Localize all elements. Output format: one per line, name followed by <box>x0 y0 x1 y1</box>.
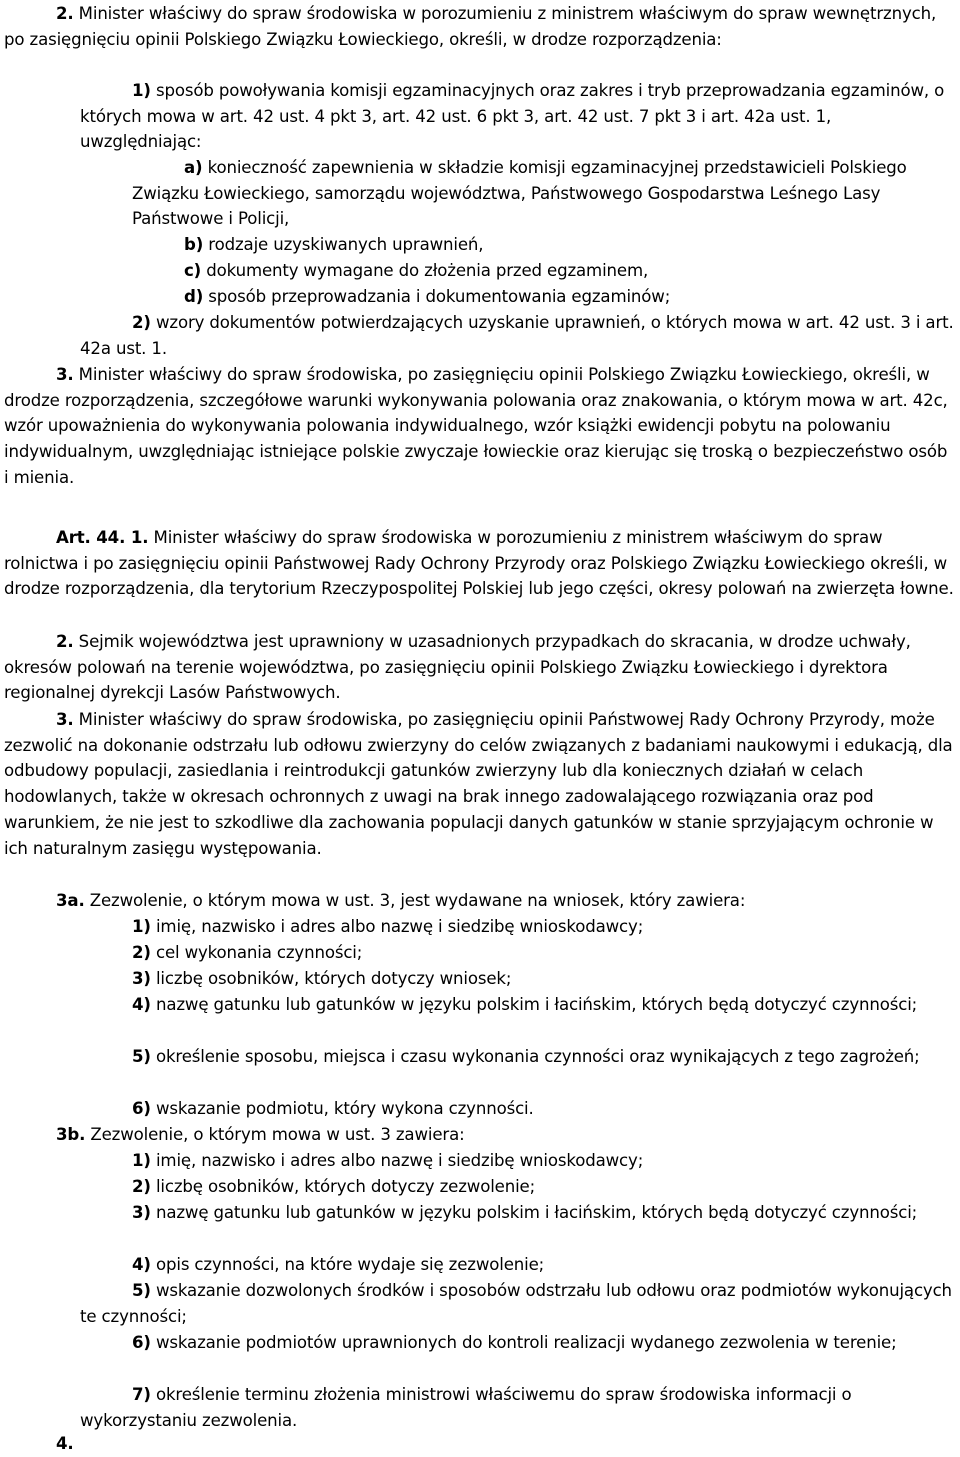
paragraph-text: Sejmik województwa jest uprawniony w uzasadnionych przypadkach do skracania, w drodze uchwały, okresów polowań na terenie województwa, po zasięgnięciu opinii Polskiego Związku Łowieckiego i dyrektora regionalnej dyrekcji Lasów Państwowych. <box>4 632 911 703</box>
point-number: 4) <box>132 1255 151 1274</box>
letter-d <box>184 284 956 310</box>
letter-a <box>132 155 958 232</box>
paragraph-number: 2. <box>56 4 74 23</box>
point-text: nazwę gatunku lub gatunków w języku polskim i łacińskim, których będą dotyczyć czynności; <box>150 1203 918 1222</box>
point-3b-5 <box>80 1278 956 1329</box>
point-number: 4) <box>132 995 151 1014</box>
paragraph-number: 3. <box>56 710 74 729</box>
point-text: określenie sposobu, miejsca i czasu wykonania czynności oraz wynikających z tego zagrożeń; <box>150 1047 920 1066</box>
letter-text: sposób przeprowadzania i dokumentowania egzaminów; <box>203 287 671 306</box>
point-number: 5) <box>132 1047 151 1066</box>
letter-number: d) <box>184 287 204 306</box>
point-3b-1 <box>80 1148 956 1174</box>
paragraph-text: Zezwolenie, o którym mowa w ust. 3 zawiera: <box>85 1125 465 1144</box>
paragraph-number: 3b. <box>56 1125 86 1144</box>
point-3a-2 <box>80 940 956 966</box>
paragraph-2 <box>4 1 954 52</box>
article-44-paragraph-1 <box>4 525 954 602</box>
point-text: wskazanie dozwolonych środków i sposobów odstrzału lub odłowu oraz podmiotów wykonujących te czynności; <box>80 1281 952 1326</box>
point-text: imię, nazwisko i adres albo nazwę i siedzibę wnioskodawcy; <box>150 917 644 936</box>
paragraph-text: Minister właściwy do spraw środowiska w porozumieniu z ministrem właściwym do spraw rolnictwa i po zasięgnięciu opinii Państwowej Rady Ochrony Przyrody oraz Polskiego Związku Łowieckiego określi, w drodze rozporządzenia, dla terytorium Rzeczypospolitej Polskiej lub jego części, okresy polowań na zwierzęta łowne. <box>4 528 954 599</box>
point-number: 3) <box>132 969 151 988</box>
paragraph-3 <box>4 362 954 491</box>
article-44-paragraph-3 <box>4 707 954 861</box>
point-2 <box>80 310 956 361</box>
paragraph-text: Minister właściwy do spraw środowiska, po zasięgnięciu opinii Polskiego Związku Łowieckiego, określi, w drodze rozporządzenia, szczegółowe warunki wykonywania polowania oraz znakowania, o którym mowa w art. 42c, wzór upoważnienia do wykonywania polowania indywidualnego, wzór książki ewidencji pobytu na polowaniu indywidualnym, uwzględniając istniejące polskie zwyczaje łowieckie oraz kierując się troską o bezpieczeństwo osób i mienia. <box>4 365 948 487</box>
point-text: liczbę osobników, których dotyczy wniosek; <box>150 969 512 988</box>
letter-text: rodzaje uzyskiwanych uprawnień, <box>203 235 484 254</box>
point-3a-5 <box>80 1044 956 1070</box>
letter-number: c) <box>184 261 202 280</box>
point-text: cel wykonania czynności; <box>150 943 363 962</box>
point-text: opis czynności, na które wydaje się zezwolenie; <box>150 1255 545 1274</box>
point-number: 3) <box>132 1203 151 1222</box>
point-text: wzory dokumentów potwierdzających uzyskanie uprawnień, o których mowa w art. 42 ust. 3 i art. 42a ust. 1. <box>80 313 954 358</box>
paragraph-number: 2. <box>56 632 74 651</box>
point-3b-2 <box>80 1174 956 1200</box>
point-number: 1) <box>132 1151 151 1170</box>
point-number: 5) <box>132 1281 151 1300</box>
letter-number: b) <box>184 235 204 254</box>
letter-text: dokumenty wymagane do złożenia przed egzaminem, <box>201 261 649 280</box>
point-number: 1) <box>132 917 151 936</box>
point-number: 6) <box>132 1099 151 1118</box>
point-number: 7) <box>132 1385 151 1404</box>
point-number: 2) <box>132 1177 151 1196</box>
article-44-paragraph-4 <box>4 1431 954 1457</box>
point-3b-6 <box>80 1330 956 1356</box>
point-3a-1 <box>80 914 956 940</box>
point-text: wskazanie podmiotów uprawnionych do kontroli realizacji wydanego zezwolenia w terenie; <box>150 1333 897 1352</box>
paragraph-number: 4. <box>56 1434 74 1453</box>
article-44-paragraph-3a <box>4 888 954 914</box>
letter-text: konieczność zapewnienia w składzie komisji egzaminacyjnej przedstawicieli Polskiego Związku Łowieckiego, samorządu województwa, Państwowego Gospodarstwa Leśnego Lasy Państwowe i Policji, <box>132 158 907 229</box>
letter-number: a) <box>184 158 203 177</box>
paragraph-text: Minister właściwy do spraw środowiska w porozumieniu z ministrem właściwym do spraw wewnętrznych, po zasięgnięciu opinii Polskiego Związku Łowieckiego, określi, w drodze rozporządzenia: <box>4 4 937 49</box>
article-number: Art. 44. 1. <box>56 528 149 547</box>
article-44-paragraph-2 <box>4 629 954 706</box>
point-text: określenie terminu złożenia ministrowi właściwemu do spraw środowiska informacji o wykorzystaniu zezwolenia. <box>80 1385 852 1430</box>
point-number: 1) <box>132 81 151 100</box>
article-44-paragraph-3b <box>4 1122 954 1148</box>
point-3b-7 <box>80 1382 956 1433</box>
point-1 <box>80 78 956 155</box>
point-text: sposób powoływania komisji egzaminacyjnych oraz zakres i tryb przeprowadzania egzaminów, o których mowa w art. 42 ust. 4 pkt 3, art. 42 ust. 6 pkt 3, art. 42 ust. 7 pkt 3 i art. 42a ust. 1, uwzględniając: <box>80 81 945 152</box>
paragraph-number: 3a. <box>56 891 85 910</box>
letter-b <box>184 232 956 258</box>
paragraph-text: Zezwolenie, o którym mowa w ust. 3, jest wydawane na wniosek, który zawiera: <box>84 891 746 910</box>
point-3a-4 <box>80 992 956 1018</box>
point-number: 6) <box>132 1333 151 1352</box>
letter-c <box>184 258 956 284</box>
point-text: wskazanie podmiotu, który wykona czynności. <box>150 1099 534 1118</box>
point-3b-4 <box>80 1252 956 1278</box>
point-number: 2) <box>132 313 151 332</box>
point-number: 2) <box>132 943 151 962</box>
paragraph-number: 3. <box>56 365 74 384</box>
point-3b-3 <box>80 1200 956 1226</box>
paragraph-text: Minister właściwy do spraw środowiska, po zasięgnięciu opinii Państwowej Rady Ochrony Przyrody, może zezwolić na dokonanie odstrzału lub odłowu zwierzyny do celów związanych z badaniami naukowymi i edukacją, dla odbudowy populacji, zasiedlania i reintrodukcji gatunków zwierzyny lub dla koniecznych działań w celach hodowlanych, także w okresach ochronnych z uwagi na brak innego zadowalającego rozwiązania oraz pod warunkiem, że nie jest to szkodliwe dla zachowania populacji danych gatunków w stanie sprzyjającym ochronie w ich naturalnym zasięgu występowania. <box>4 710 953 858</box>
point-3a-3 <box>80 966 956 992</box>
point-text: imię, nazwisko i adres albo nazwę i siedzibę wnioskodawcy; <box>150 1151 644 1170</box>
point-text: liczbę osobników, których dotyczy zezwolenie; <box>150 1177 536 1196</box>
point-text: nazwę gatunku lub gatunków w języku polskim i łacińskim, których będą dotyczyć czynności; <box>150 995 918 1014</box>
point-3a-6 <box>80 1096 956 1122</box>
